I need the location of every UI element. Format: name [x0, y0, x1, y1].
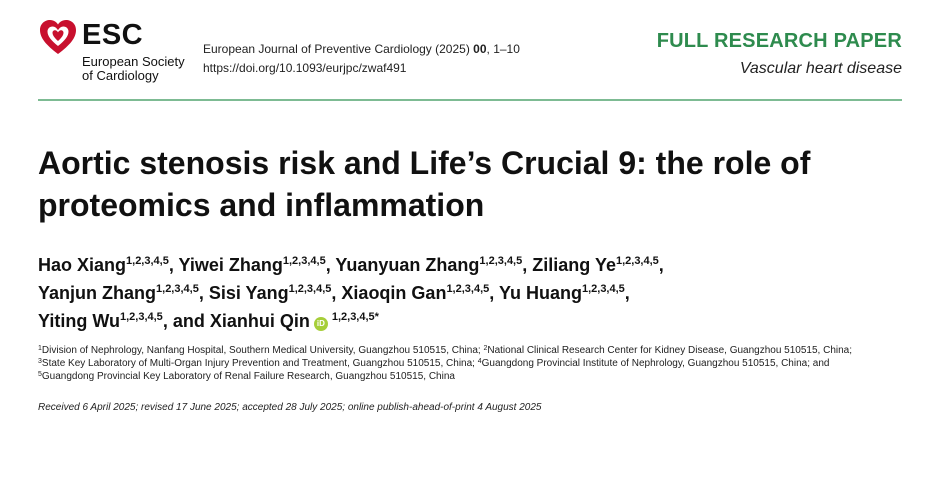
author-affiliation: 1,2,3,4,5: [581, 283, 625, 295]
author-name: Hao Xiang: [38, 255, 127, 275]
author-name: Yiting Wu: [38, 311, 120, 331]
affiliation-number: 3: [38, 358, 42, 365]
affiliations: [38, 344, 908, 383]
header-divider: [38, 99, 902, 101]
affiliation-text: Division of Nephrology, Nanfang Hospital, Southern Medical University, Guangzhou 510515, China;: [41, 345, 484, 356]
affiliation-number: 1: [38, 345, 42, 352]
author-affiliation: 1,2,3,4,5: [288, 283, 332, 295]
affiliation-text: National Clinical Research Center for Kidney Disease, Guangzhou 510515, China;: [487, 345, 853, 356]
author-name: Sisi Yang: [208, 283, 289, 303]
affiliation-text: State Key Laboratory of Multi-Organ Injury Prevention and Treatment, Guangzhou 510515, China;: [41, 358, 478, 369]
journal-citation: European Journal of Preventive Cardiology (2025) 00, 1–10 https://doi.org/10.1093/eurjpc/zwaf491: [203, 40, 520, 78]
author-affiliation: 1,2,3,4,5: [119, 311, 163, 323]
author-list: [38, 251, 908, 335]
author-affiliation: 1,2,3,4,5: [446, 283, 490, 295]
author-name: Xianhui Qin: [209, 311, 310, 331]
author-affiliation: 1,2,3,4,5: [126, 255, 169, 267]
author-affiliation: 1,2,3,4,5*: [331, 311, 379, 323]
heart-logo-icon: [38, 18, 78, 56]
article-type: FULL RESEARCH PAPER: [656, 30, 902, 52]
author-affiliation: 1,2,3,4,5: [282, 255, 326, 267]
author-separator: ,: [331, 283, 342, 303]
author-separator: ,: [658, 255, 664, 275]
orcid-icon[interactable]: iD: [314, 317, 328, 331]
author-name: Ziliang Ye: [532, 255, 616, 275]
author-name: Xiaoqin Gan: [341, 283, 447, 303]
author-name: Yanjun Zhang: [38, 283, 157, 303]
affiliation-text: Guangdong Provincial Institute of Nephrology, Guangzhou 510515, China; and: [481, 358, 830, 369]
doi-link[interactable]: https://doi.org/10.1093/eurjpc/zwaf491: [203, 61, 407, 75]
author-separator: ,: [198, 283, 209, 303]
author-separator: ,: [522, 255, 533, 275]
affiliation-text: Guangdong Provincial Key Laboratory of Renal Failure Research, Guangzhou 510515, China: [41, 371, 455, 382]
logo-wordmark: ESC: [82, 19, 144, 51]
author-separator: ,: [624, 283, 630, 303]
logo-subtitle: European Society of Cardiology: [82, 54, 185, 83]
author-affiliation: 1,2,3,4,5: [479, 255, 523, 267]
affiliation-number: 5: [38, 371, 42, 378]
affiliation-number: 4: [477, 358, 482, 365]
article-title: Aortic stenosis risk and Life’s Crucial 9: the role of proteomics and inflammation: [38, 145, 811, 223]
author-separator: ,: [489, 283, 499, 303]
author-name: Yu Huang: [498, 283, 582, 303]
publication-dates: Received 6 April 2025; revised 17 June 2025; accepted 28 July 2025; online publish-ahead-of-print 4 August 2025: [38, 402, 542, 413]
author-affiliation: 1,2,3,4,5: [615, 255, 659, 267]
article-subject: Vascular heart disease: [739, 60, 902, 77]
esc-logo: [38, 14, 198, 90]
affiliation-number: 2: [483, 345, 488, 352]
author-name: Yiwei Zhang: [178, 255, 283, 275]
author-name: Yuanyuan Zhang: [335, 255, 480, 275]
author-affiliation: 1,2,3,4,5: [156, 283, 199, 295]
author-separator: , and: [162, 311, 210, 331]
author-separator: ,: [325, 255, 336, 275]
author-separator: ,: [168, 255, 179, 275]
